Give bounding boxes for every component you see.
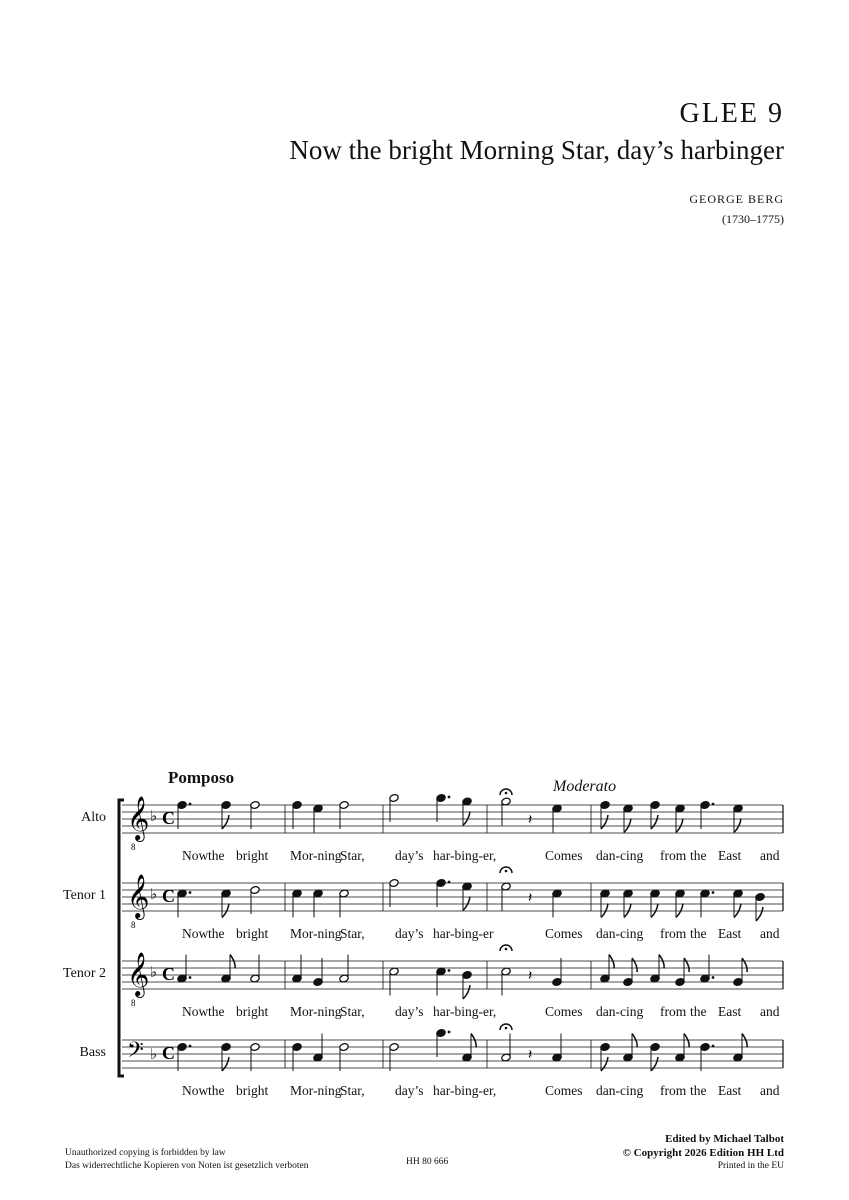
lyric-syllable: Now xyxy=(182,1004,209,1019)
composer-dates: (1730–1775) xyxy=(722,212,784,226)
lyric-syllable: the xyxy=(208,926,225,941)
lyric-syllable: Star, xyxy=(340,1083,365,1098)
fermata-dot xyxy=(505,870,508,873)
lyric-syllable: day’s xyxy=(395,926,424,941)
lyric-syllable: from xyxy=(660,1083,687,1098)
augmentation-dot xyxy=(189,891,192,894)
lyric-syllable: Star, xyxy=(340,848,365,863)
flat-key-signature: ♭ xyxy=(150,809,158,825)
lyric-syllable: Comes xyxy=(545,848,583,863)
note-flag xyxy=(222,815,229,829)
octave-marker: 8 xyxy=(131,842,136,852)
lyric-syllable: day’s xyxy=(395,1004,424,1019)
lyric-syllable: the xyxy=(690,1083,707,1098)
voice-label-bass: Bass xyxy=(79,1045,106,1060)
note-flag xyxy=(742,958,747,972)
note-flag xyxy=(463,812,470,826)
printed-in: Printed in the EU xyxy=(717,1161,784,1171)
note-flag xyxy=(601,904,608,918)
augmentation-dot xyxy=(712,1045,715,1048)
note-flag xyxy=(632,1034,637,1048)
common-time-signature: C xyxy=(162,1043,175,1063)
bass-clef: 𝄢 xyxy=(127,1038,144,1068)
lyric-syllable: the xyxy=(208,1004,225,1019)
lyric-syllable: bright xyxy=(236,926,269,941)
lyric-syllable: the xyxy=(690,848,707,863)
lyric-syllable: Mor-ning xyxy=(290,1083,342,1098)
note-flag xyxy=(651,1057,658,1071)
lyric-syllable: and xyxy=(760,926,780,941)
lyric-syllable: Now xyxy=(182,1083,209,1098)
lyric-syllable: bright xyxy=(236,1083,269,1098)
lyric-syllable: East xyxy=(718,1083,742,1098)
note-flag xyxy=(734,819,741,833)
quarter-rest: 𝄽 xyxy=(528,1048,533,1063)
lyric-syllable: Comes xyxy=(545,1083,583,1098)
lyric-syllable: har-bing-er, xyxy=(433,1004,497,1019)
lyric-syllable: from xyxy=(660,1004,687,1019)
voice-label-alto: Alto xyxy=(81,810,106,825)
lyric-syllable: dan-cing xyxy=(596,926,644,941)
lyric-syllable: Comes xyxy=(545,926,583,941)
note-flag xyxy=(651,904,658,918)
lyric-syllable: Mor-ning xyxy=(290,1004,342,1019)
lyric-syllable: the xyxy=(208,1083,225,1098)
voice-label-tenor-2: Tenor 2 xyxy=(63,966,106,981)
note-flag xyxy=(624,819,631,833)
note-flag xyxy=(676,904,683,918)
lyric-syllable: dan-cing xyxy=(596,1083,644,1098)
quarter-rest: 𝄽 xyxy=(528,813,533,828)
augmentation-dot xyxy=(448,881,451,884)
quarter-rest: 𝄽 xyxy=(528,969,533,984)
fermata-dot xyxy=(505,948,508,951)
lyric-syllable: the xyxy=(208,848,225,863)
treble-8-clef: 𝄞 xyxy=(127,796,150,840)
common-time-signature: C xyxy=(162,964,175,984)
lyric-syllable: day’s xyxy=(395,848,424,863)
catalog-number: HH 80 666 xyxy=(406,1157,449,1167)
quarter-rest: 𝄽 xyxy=(528,891,533,906)
voice-label-tenor-1: Tenor 1 xyxy=(63,888,106,903)
note-flag xyxy=(624,904,631,918)
lyric-syllable: bright xyxy=(236,1004,269,1019)
treble-8-clef: 𝄞 xyxy=(127,874,150,918)
augmentation-dot xyxy=(712,891,715,894)
note-flag xyxy=(230,955,235,969)
note-flag xyxy=(659,955,664,969)
augmentation-dot xyxy=(189,1045,192,1048)
note-flag xyxy=(222,904,229,918)
augmentation-dot xyxy=(712,976,715,979)
lyric-syllable: the xyxy=(690,1004,707,1019)
note-flag xyxy=(471,1034,476,1048)
augmentation-dot xyxy=(189,803,192,806)
lyric-syllable: Now xyxy=(182,848,209,863)
tempo-moderato: Moderato xyxy=(553,778,617,795)
piece-title: Now the bright Morning Star, day’s harbinger xyxy=(289,135,784,165)
lyric-syllable: dan-cing xyxy=(596,848,644,863)
lyric-syllable: har-bing-er, xyxy=(433,1083,497,1098)
note-flag xyxy=(742,1034,747,1048)
augmentation-dot xyxy=(189,976,192,979)
octave-marker: 8 xyxy=(131,920,136,930)
note-flag xyxy=(684,958,689,972)
lyric-syllable: bright xyxy=(236,848,269,863)
lyric-syllable: and xyxy=(760,1004,780,1019)
tempo-pomposo: Pomposo xyxy=(168,768,235,787)
lyric-syllable: the xyxy=(690,926,707,941)
note-flag xyxy=(676,819,683,833)
copyright: © Copyright 2026 Edition HH Ltd xyxy=(622,1147,784,1159)
note-flag xyxy=(601,815,608,829)
lyric-syllable: har-bing-er xyxy=(433,926,494,941)
note-flag xyxy=(734,904,741,918)
octave-marker: 8 xyxy=(131,998,136,1008)
note-flag xyxy=(684,1034,689,1048)
lyric-syllable: day’s xyxy=(395,1083,424,1098)
treble-8-clef: 𝄞 xyxy=(127,952,150,996)
lyric-syllable: Now xyxy=(182,926,209,941)
lyric-syllable: from xyxy=(660,926,687,941)
lyric-syllable: Star, xyxy=(340,926,365,941)
augmentation-dot xyxy=(712,803,715,806)
note-flag xyxy=(756,907,763,921)
lyric-syllable: har-bing-er, xyxy=(433,848,497,863)
note-flag xyxy=(463,985,470,999)
common-time-signature: C xyxy=(162,808,175,828)
flat-key-signature: ♭ xyxy=(150,965,158,981)
note-flag xyxy=(601,1057,608,1071)
note-flag xyxy=(651,815,658,829)
lyric-syllable: dan-cing xyxy=(596,1004,644,1019)
editor-credit: Edited by Michael Talbot xyxy=(665,1133,784,1145)
augmentation-dot xyxy=(448,796,451,799)
lyric-syllable: East xyxy=(718,848,742,863)
composer: GEORGE BERG xyxy=(689,192,784,206)
note-flag xyxy=(222,1057,229,1071)
augmentation-dot xyxy=(448,1031,451,1034)
note-flag xyxy=(632,958,637,972)
augmentation-dot xyxy=(448,969,451,972)
flat-key-signature: ♭ xyxy=(150,1047,158,1063)
piece-number: GLEE 9 xyxy=(679,98,784,129)
fermata-dot xyxy=(505,1027,508,1030)
lyric-syllable: and xyxy=(760,848,780,863)
lyric-syllable: Star, xyxy=(340,1004,365,1019)
fermata-dot xyxy=(505,792,508,795)
lyric-syllable: Comes xyxy=(545,1004,583,1019)
lyric-syllable: East xyxy=(718,926,742,941)
legal-notice-en: Unauthorized copying is forbidden by law xyxy=(65,1148,226,1158)
legal-notice-de: Das widerrechtliche Kopieren von Noten ist gesetzlich verboten xyxy=(65,1161,309,1171)
lyric-syllable: and xyxy=(760,1083,780,1098)
lyric-syllable: East xyxy=(718,1004,742,1019)
lyric-syllable: from xyxy=(660,848,687,863)
lyric-syllable: Mor-ning xyxy=(290,848,342,863)
flat-key-signature: ♭ xyxy=(150,887,158,903)
note-flag xyxy=(609,955,614,969)
system-bracket xyxy=(119,800,124,1076)
lyric-syllable: Mor-ning xyxy=(290,926,342,941)
common-time-signature: C xyxy=(162,886,175,906)
note-flag xyxy=(463,897,470,911)
